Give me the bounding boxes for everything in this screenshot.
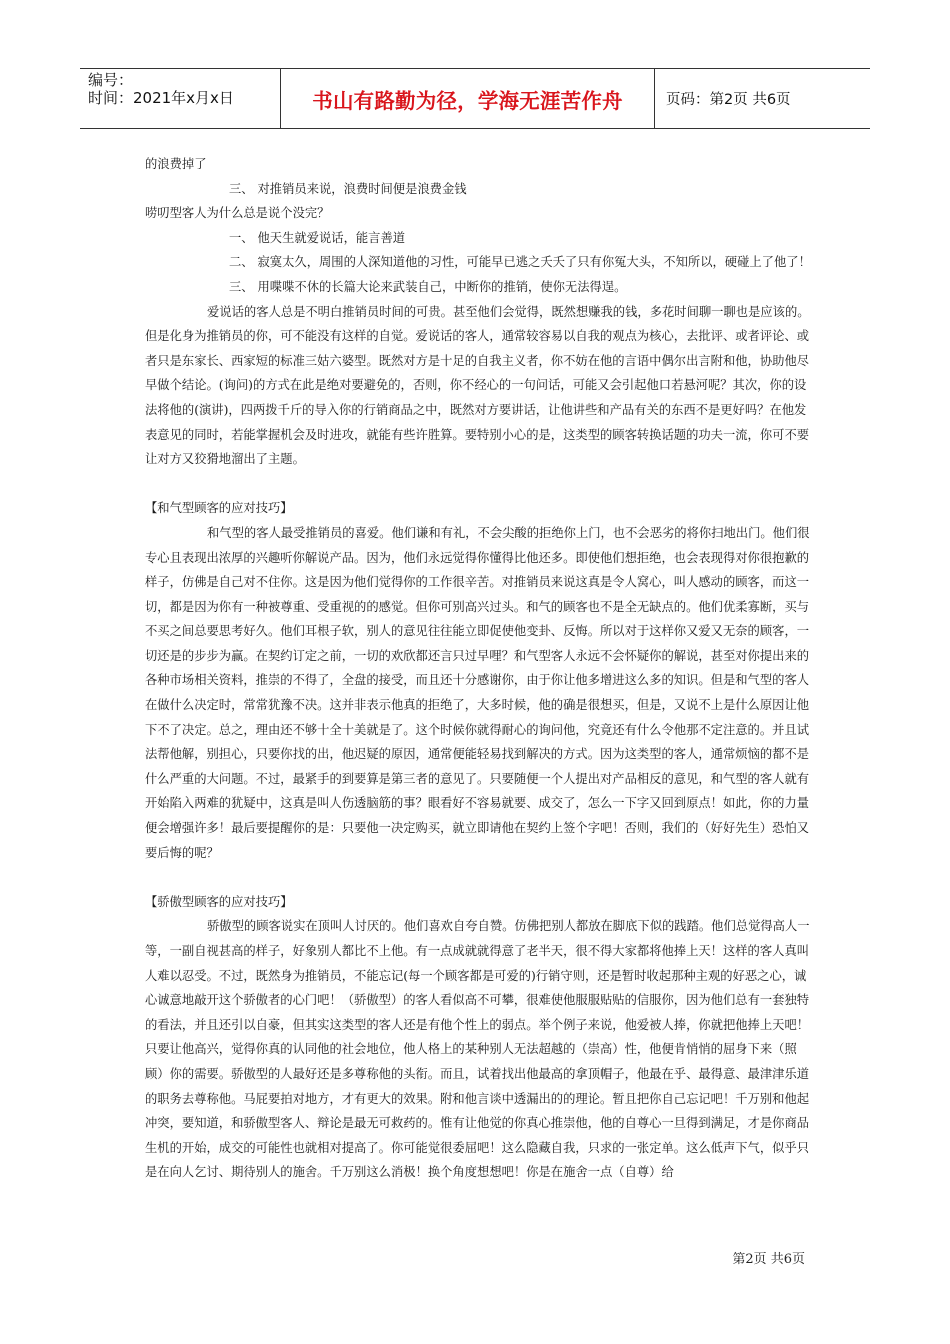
document-number-label: 编号： bbox=[88, 71, 134, 89]
header-motto-cell bbox=[281, 69, 655, 128]
section-title-proud: 【骄傲型顾客的应对技巧】 bbox=[145, 894, 293, 909]
header-page-cell bbox=[655, 69, 870, 128]
proud-paragraph: 骄傲型的顾客说实在顶叫人讨厌的。他们喜欢自夸自赞。仿佛把别人都放在脚底下似的践踏。他们总觉得高人一等，一副自视甚高的样子，好象别人都比不上他。有一点成就就得意了老半天，很不得大家都将他捧上天！这样的客人真叫人难以忍受。不过，既然身为推销员，不能忘记(每一个顾客都是可爱的)行销守则，还是暂时收起那种主观的好恶之心，诚心诚意地敲开这个骄傲者的心门吧！（骄傲型）的客人看似高不可攀，很难使他服服贴贴的信服你，因为他们总有一套独特的看法，并且还引以自豪，但其实这类型的客人还是有他个性上的弱点。举个例子来说，他爱被人捧，你就把他捧上天吧！只要让他高兴，觉得你真的认同他的社会地位，他人格上的某种别人无法超越的（崇高）性，他便肯悄悄的屈身下来（照顾）你的需要。骄傲型的人最好还是多尊称他的头衔。而且，试着找出他最高的拿顶帽子，他最在乎、最得意、最津津乐道的职务去尊称他。马屁要拍对地方，才有更大的效果。附和他言谈中透漏出的的理论。暂且把你自己忘记吧！千万别和他起冲突，要知道，和骄傲型客人、辩论是最无可救药的。惟有让他觉的你真心推崇他，他的自尊心一旦得到满足，才是你商品生机的开始，成交的可能性也就相对提高了。你可能觉很委屈吧！这么隐藏自我，只求的一张定单。这么低声下气，似乎只是在向人乞讨、期待别人的施舍。千万别这么消极！换个角度想想吧！你是在施舍一点（自尊）给 bbox=[145, 919, 810, 1180]
page-header bbox=[80, 68, 870, 129]
section-title-gentle: 【和气型顾客的应对技巧】 bbox=[145, 501, 293, 516]
header-meta bbox=[80, 69, 281, 128]
reason-item: 三、 用喋喋不休的长篇大论来武装自己，中断你的推销，使你无法得逞。 bbox=[229, 279, 627, 294]
document-date-label: 时间：2021年x月x日 bbox=[88, 89, 234, 107]
reason-item: 二、 寂寞太久，周围的人深知道他的习性，可能早已逃之夭夭了只有你冤大头，不知所以，硬碰上了他了！ bbox=[229, 255, 811, 270]
reason-item: 一、 他天生就爱说话，能言善道 bbox=[229, 230, 406, 245]
intro-tail: 的浪费掉了 bbox=[145, 157, 207, 171]
intro-point-3: 三、 对推销员来说，浪费时间便是浪费金钱 bbox=[229, 181, 467, 196]
gentle-paragraph: 和气型的客人最受推销员的喜爱。他们谦和有礼，不会尖酸的拒绝你上门，也不会恶劣的将你扫地出门。他们很专心且表现出浓厚的兴趣听你解说产品。因为，他们永远觉得你懂得比他还多。即使他们想拒绝，也会表现得对你很抱歉的样子，仿佛是自己对不住你。这是因为他们觉得你的工作很辛苦。对推销员来说这真是令人窝心，叫人感动的顾客，而这一切，都是因为你有一种被尊重、受重视的的感觉。但你可别高兴过头。和气的顾客也不是全无缺点的。他们优柔寡断，买与不买之间总要思考好久。他们耳根子软，别人的意见往往能立即促使他变卦、反悔。所以对于这样你又爱又无奈的顾客，一切还是的步步为赢。在契约订定之前，一切的欢欣都还言只过早哩？和气型客人永远不会怀疑你的解说，甚至对你提出来的各种市场相关资料，推崇的不得了，全盘的接受，而且还十分感谢你，由于你让他多增进这么多的知识。但是和气型的客人在做什么决定时，常常犹豫不决。这并非表示他真的拒绝了，大多时候，他的确是很想买，但是，又说不上是什么原因让他下不了决定。总之，理由还不够十全十美就是了。这个时候你就得耐心的询问他，究竟还有什么令他那不定注意的。并且试法帮他解，别担心，只要你找的出，他迟疑的原因，通常便能轻易找到解决的方式。因为这类型的客人，通常烦恼的都不是什么严重的大问题。不过，最紧手的到要算是第三者的意见了。只要随便一个人提出对产品相反的意见，和气型的客人就有开始陷入两难的犹疑中，这真是叫人伤透脑筋的事？眼看好不容易就要、成交了，怎么一下字又回到原点！如此，你的力量便会增强许多！最后要提醒你的是：只要他一决定购买，就立即请他在契约上签个字吧！否则，我们的（好好先生）恐怕又要后悔的呢？ bbox=[145, 525, 810, 860]
header-motto: 书山有路勤为径，学海无涯苦作舟 bbox=[312, 88, 623, 113]
paragraph-gap bbox=[145, 472, 813, 497]
talkative-paragraph: 爱说话的客人总是不明白推销员时间的可贵。甚至他们会觉得，既然想赚我的钱，多花时间聊一聊也是应该的。但是化身为推销员的你，可不能没有这样的自觉。爱说话的客人，通常较容易以自我的观点为核心，去批评、或者评论、或者只是东家长、西家短的标准三姑六婆型。既然对方是十足的自我主义者，你不妨在他的言语中偶尔出言附和他，协助他尽早做个结论。(询问)的方式在此是绝对要避免的，否则，你不经心的一句问话，可能又会引起他口若悬河呢？其次，你的设法将他的(演讲)，四两拨千斤的导入你的行销商品之中，既然对方要讲话，让他讲些和产品有关的东西不是更好吗？在他发表意见的同时，若能掌握机会及时进攻，就能有些许胜算。要特别小心的是，这类型的顾客转换话题的功夫一流，你可不要让对方又狡猾地溜出了主题。 bbox=[145, 304, 810, 467]
document-body bbox=[145, 152, 813, 1185]
page-footer bbox=[732, 1248, 805, 1267]
header-page-number: 页码：第2页 共6页 bbox=[666, 92, 791, 108]
talkative-question: 唠叨型客人为什么总是说个没完？ bbox=[145, 206, 330, 221]
footer-page-number: 第2页 共6页 bbox=[732, 1252, 805, 1267]
paragraph-gap bbox=[145, 865, 813, 890]
